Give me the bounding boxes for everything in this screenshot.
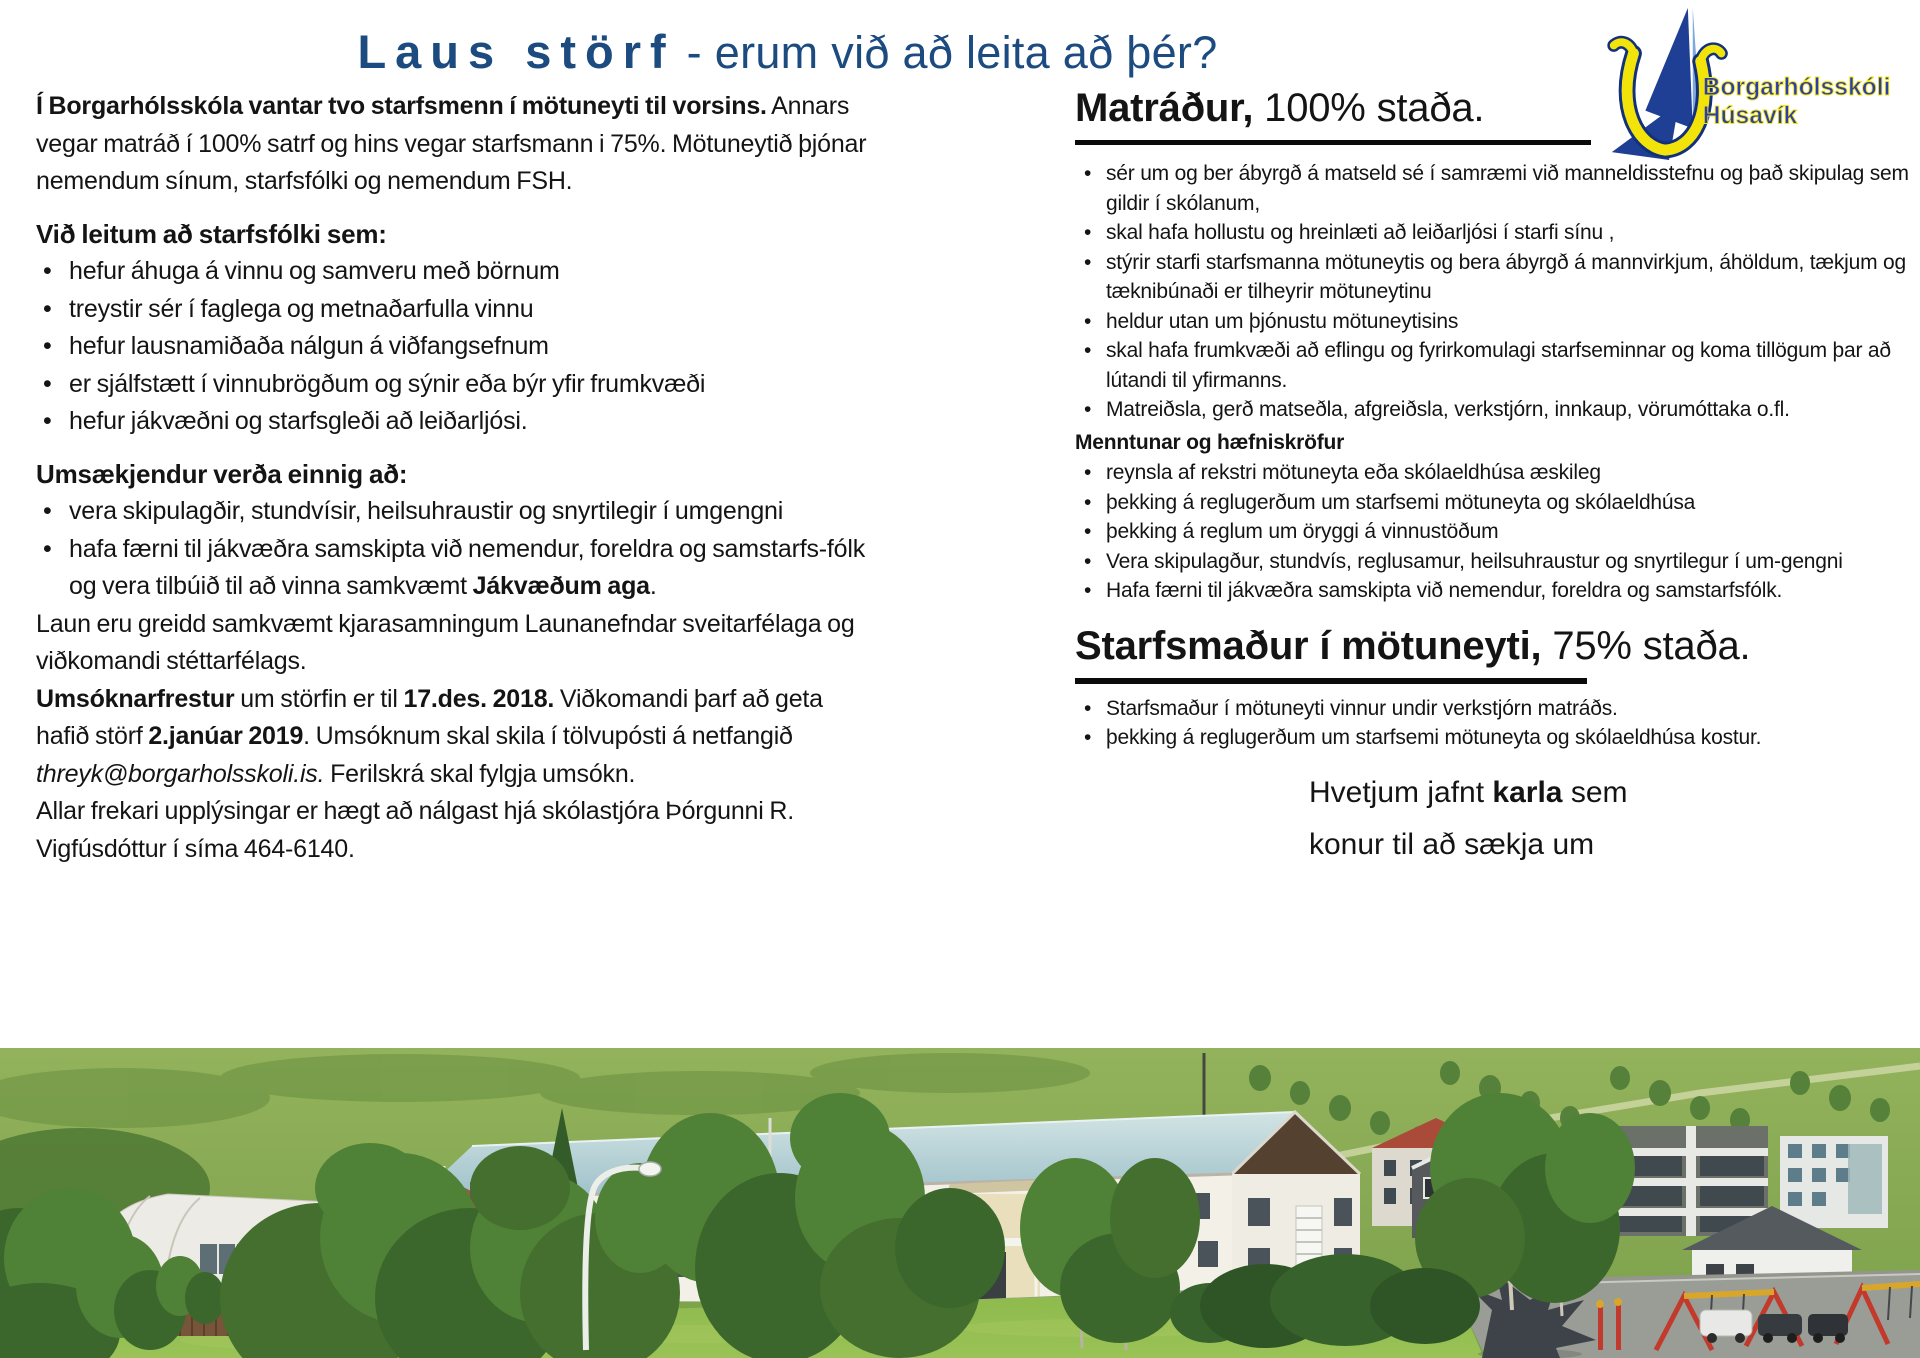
job2-duties-list bbox=[1075, 694, 1920, 753]
list-item: • vera skipulagðir, stundvísir, heilsuhraustir og snyrtilegir í umgengni bbox=[36, 493, 874, 531]
job2-percentage: 75% staða. bbox=[1541, 623, 1751, 668]
applicants-list bbox=[36, 493, 874, 606]
logo-text-line1: Borgarhólsskóli bbox=[1702, 73, 1891, 101]
start-date: 2.janúar 2019 bbox=[148, 722, 304, 750]
list-item: • hefur lausnamiðaða nálgun á viðfangsefnum bbox=[36, 328, 874, 366]
list-item: • þekking á reglugerðum um starfsemi mötuneyta og skólaeldhúsa kostur. bbox=[1075, 723, 1920, 753]
list-item: • stýrir starfi starfsmanna mötuneytis og bera ábyrgð á mannvirkjum, áhöldum, tækjum og tæknibúnaði er tilheyrir mötuneytinu bbox=[1075, 248, 1920, 307]
list-item: • hefur jákvæðni og starfsgleði að leiðarljósi. bbox=[36, 403, 874, 441]
job2-title: Starfsmaður í mötuneyti, bbox=[1075, 623, 1542, 668]
list-item: • er sjálfstætt í vinnubrögðum og sýnir eða býr yfir frumkvæði bbox=[36, 366, 874, 404]
applicants-heading: Umsækjendur verða einnig að: bbox=[36, 458, 408, 489]
heading-underline bbox=[1075, 678, 1587, 684]
closing-text: sem konur til að sækja um bbox=[1309, 775, 1628, 861]
list-item: • Starfsmaður í mötuneyti vinnur undir verkstjórn matráðs. bbox=[1075, 694, 1920, 724]
list-item: • skal hafa hollustu og hreinlæti að leiðarljósi í starfi sínu , bbox=[1075, 218, 1920, 248]
deadline-date: 17.des. 2018. bbox=[403, 684, 555, 713]
qualifications-list bbox=[1075, 458, 1920, 606]
deadline-paragraph bbox=[36, 681, 874, 794]
intro-bold-text: Í Borgarhólsskóla vantar tvo starfsmenn í mötuneyti til vorsins. bbox=[36, 92, 767, 120]
list-item: • sér um og ber ábyrgð á matseld sé í samræmi við manneldisstefnu og það skipulag sem gildir í skólanum, bbox=[1075, 159, 1920, 218]
deadline-text: Viðkomandi þarf að geta hafið störf bbox=[36, 684, 823, 750]
list-item: • þekking á reglum um öryggi á vinnustöðum bbox=[1075, 517, 1920, 547]
list-item: • Vera skipulagður, stundvís, reglusamur, heilsuhraustur og snyrtilegur í um-gengni bbox=[1075, 547, 1920, 577]
job1-duties-list bbox=[1075, 159, 1920, 425]
list-item: • heldur utan um þjónustu mötuneytisins bbox=[1075, 307, 1920, 337]
intro-rest-text: Annars vegar matráð í 100% satrf og hins vegar starfsmann i 75%. Mötuneytið þjónar nemendum sínum, starfsfólki og nemendum FSH. bbox=[36, 92, 867, 195]
list-item: • reynsla af rekstri mötuneyta eða skólaeldhúsa æskileg bbox=[1075, 458, 1920, 488]
title-main: Laus störf bbox=[357, 25, 675, 78]
seek-heading: Við leitum að starfsfólki sem: bbox=[36, 218, 387, 249]
list-item bbox=[36, 531, 874, 606]
seek-list bbox=[36, 253, 874, 441]
job1-heading bbox=[1075, 84, 1920, 132]
bullet-text: . bbox=[649, 572, 657, 600]
info-paragraph: Allar frekari upplýsingar er hægt að nálgast hjá skólastjóra Þórgunni R. Vigfúsdóttur í síma 464-6140. bbox=[36, 797, 794, 863]
left-column bbox=[36, 88, 874, 868]
bullet-text: hafa færni til jákvæðra samskipta við nemendur, foreldra og samstarfs-fólk og vera tilbúið til að vinna samkvæmt bbox=[69, 534, 865, 600]
email-address: threyk@borgarholsskoli.is. bbox=[36, 759, 325, 788]
salary-paragraph: Laun eru greidd samkvæmt kjarasamningum Launanefndar sveitarfélaga og viðkomandi stéttarfélags. bbox=[36, 609, 855, 675]
closing-text: Hvetjum jafnt bbox=[1309, 775, 1493, 809]
logo-text-line2: Húsavík bbox=[1702, 102, 1798, 130]
qualifications-heading: Menntunar og hæfniskröfur bbox=[1075, 430, 1345, 454]
list-item: • þekking á reglugerðum um starfsemi mötuneyta og skólaeldhúsa bbox=[1075, 488, 1920, 518]
page-title bbox=[0, 24, 1575, 79]
right-column bbox=[1075, 84, 1920, 871]
list-item: • hefur áhuga á vinnu og samveru með börnum bbox=[36, 253, 874, 291]
list-item: • skal hafa frumkvæði að eflingu og fyrirkomulagi starfseminnar og koma tillögum þar að lútandi til yfirmanns. bbox=[1075, 336, 1920, 395]
deadline-text: um störfin er til bbox=[234, 684, 404, 713]
list-item: • Matreiðsla, gerð matseðla, afgreiðsla, verkstjórn, innkaup, vörumóttaka o.fl. bbox=[1075, 395, 1920, 425]
title-subtitle: - erum við að leita að þér? bbox=[686, 27, 1218, 78]
job1-title: Matráður, bbox=[1075, 86, 1254, 130]
deadline-label: Umsóknarfrestur bbox=[36, 684, 235, 713]
school-photo bbox=[0, 1048, 1920, 1358]
list-item: • Hafa færni til jákvæðra samskipta við nemendur, foreldra og samstarfsfólk. bbox=[1075, 576, 1920, 606]
closing-bold-text: karla bbox=[1492, 775, 1563, 809]
bullet-bold-text: Jákvæðum aga bbox=[472, 572, 650, 600]
deadline-text: . Umsóknum skal skila í tölvupósti á netfangið bbox=[303, 722, 793, 750]
list-item: • treystir sér í faglega og metnaðarfulla vinnu bbox=[36, 291, 874, 329]
heading-underline bbox=[1075, 140, 1591, 145]
job2-heading bbox=[1075, 622, 1920, 670]
job1-percentage: 100% staða. bbox=[1253, 86, 1485, 130]
deadline-text: Ferilskrá skal fylgja umsókn. bbox=[324, 759, 636, 788]
intro-paragraph bbox=[36, 88, 874, 201]
closing-statement bbox=[1309, 767, 1659, 871]
